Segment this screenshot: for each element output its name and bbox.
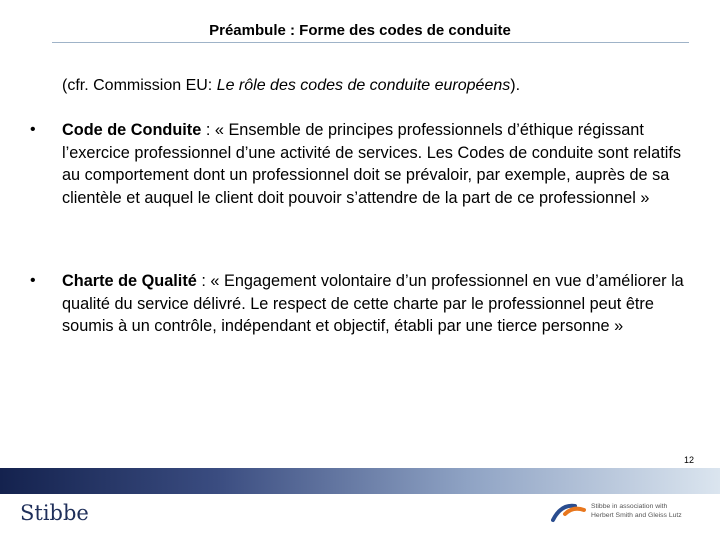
bullet-term: Code de Conduite <box>62 121 202 139</box>
reference-line <box>62 77 520 95</box>
bullet-text: : « Ensemble de principes professionnels d’éthique régissant l’exercice professionnel d’une activité de services. Les Codes de conduite sont relatifs au comportement dont un professionnel doit se prévaloir, par exemple, auprès de sa clientèle et auquel le client doit pouvoir s’attendre de la part de ce professionnel » <box>62 121 682 207</box>
page-title: Préambule : Forme des codes de conduite <box>209 22 511 39</box>
stibbe-logo: Stibbe <box>20 501 89 525</box>
swoosh-logo-icon <box>551 500 587 524</box>
partner-text <box>591 502 682 520</box>
partner-logo <box>551 500 711 524</box>
bullet-text: : « Engagement volontaire d’un professionnel en vue d’améliorer la qualité du service délivré. Le respect de cette charte par le professionnel peut être soumis à un contrôle, indépendant et objectif, établi par une tierce personne » <box>62 272 684 335</box>
footer-gradient-bar <box>0 468 720 494</box>
bullet-code-de-conduite <box>62 119 702 209</box>
bullet-marker: • <box>30 121 36 138</box>
bullet-charte-de-qualite <box>62 270 702 338</box>
title-divider <box>52 42 689 43</box>
page-number: 12 <box>683 455 694 465</box>
reference-prefix: (cfr. Commission EU: <box>62 77 217 94</box>
bullet-term: Charte de Qualité <box>62 272 197 290</box>
bullet-marker: • <box>30 272 36 289</box>
reference-title: Le rôle des codes de conduite européens <box>216 77 511 94</box>
reference-suffix: ). <box>510 77 521 94</box>
partner-line-1: Stibbe in association with <box>591 503 668 510</box>
partner-line-2: Herbert Smith and Gleiss Lutz <box>591 512 682 519</box>
